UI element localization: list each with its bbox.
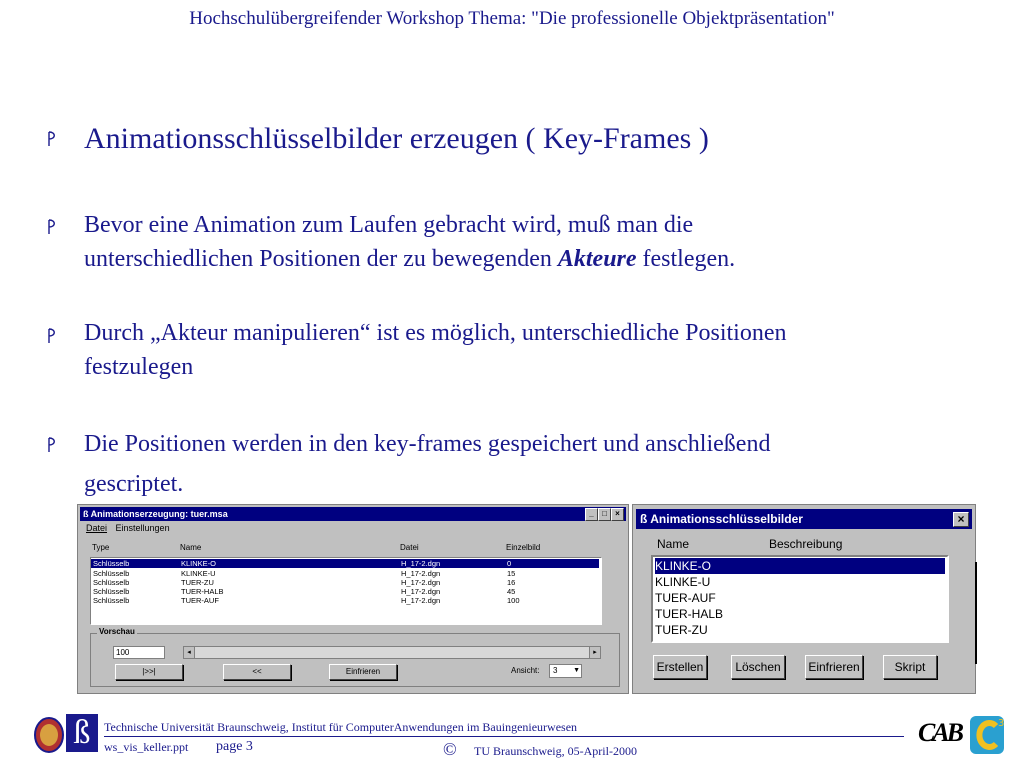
- bullet-1-line1: Bevor eine Animation zum Laufen gebracht wird, muß man die: [84, 212, 694, 238]
- col-file[interactable]: Datei: [400, 543, 419, 552]
- bullet-1-text: [84, 208, 735, 276]
- menu-file[interactable]: Datei: [86, 523, 108, 533]
- footer-institution: Technische Universität Braunschweig, Institut für ComputerAnwendungen im Bauingenieurwesen: [104, 720, 578, 734]
- preview-label: Vorschau: [99, 627, 135, 636]
- cell-type: Schlüsselb: [93, 578, 130, 587]
- svg-text:3: 3: [998, 718, 1005, 729]
- col-frame[interactable]: Einzelbild: [506, 543, 541, 552]
- animation-window: [77, 504, 629, 694]
- tu-logo-icon: ß: [66, 714, 98, 752]
- view-select[interactable]: [549, 664, 582, 678]
- bullet-icon: [46, 131, 58, 147]
- animation-window-titlebar: [80, 507, 626, 521]
- delete-button[interactable]: Löschen: [731, 655, 785, 679]
- bullet-1-emphasis: Akteure: [557, 246, 637, 272]
- app-logo-icon: ß: [640, 512, 648, 526]
- copyright-icon: ©: [443, 739, 457, 759]
- cell-type: Schlüsselb: [93, 596, 130, 605]
- forward-button[interactable]: |>>|: [115, 664, 183, 680]
- footer-date: TU Braunschweig, 05-April-2000: [474, 744, 637, 758]
- window-edge: [975, 562, 977, 664]
- list-item[interactable]: KLINKE-U: [655, 575, 711, 589]
- cell-type: Schlüsselb: [93, 569, 130, 578]
- freeze-button[interactable]: Einfrieren: [805, 655, 863, 679]
- frame-input[interactable]: 100: [113, 646, 165, 659]
- bullet-2-text: [84, 316, 786, 384]
- cell-type: Schlüsselb: [93, 587, 130, 596]
- cell-name: TUER-ZU: [181, 578, 214, 587]
- bullet-3-line1: Die Positionen werden in den key-frames gespeichert und anschließend: [84, 431, 771, 457]
- footer-divider: [104, 736, 904, 737]
- col-name: Name: [657, 537, 690, 551]
- bullet-3-line2: gescriptet.: [84, 471, 184, 497]
- bullet-2-line2: festzulegen: [84, 354, 194, 380]
- footer-filename: ws_vis_keller.ppt: [104, 740, 189, 754]
- menubar: [86, 523, 176, 533]
- bullet-2-line1: Durch „Akteur manipulieren“ ist es möglich, unterschiedliche Positionen: [84, 320, 787, 346]
- col-type[interactable]: Type: [92, 543, 110, 552]
- bullet-3-text: [84, 424, 770, 504]
- animation-window-title: Animationserzeugung: tuer.msa: [90, 509, 228, 519]
- scroll-left-icon[interactable]: ◂: [184, 647, 195, 658]
- cell-name: TUER-HALB: [181, 587, 224, 596]
- close-icon[interactable]: ×: [611, 508, 624, 521]
- col-name[interactable]: Name: [180, 543, 202, 552]
- bullet-1-line2: unterschiedlichen Positionen der zu bewegenden: [84, 246, 558, 272]
- table-row[interactable]: [91, 578, 599, 587]
- cell-type: Schlüsselb: [93, 559, 130, 568]
- bullet-icon: [46, 437, 58, 453]
- bullet-icon: [46, 219, 58, 235]
- c3-logo-icon: [968, 714, 1008, 762]
- keyframe-table[interactable]: [90, 557, 602, 625]
- cell-name: TUER-AUF: [181, 596, 219, 605]
- list-item[interactable]: KLINKE-O: [655, 558, 945, 574]
- table-row[interactable]: [91, 596, 599, 605]
- cell-frame: 15: [507, 569, 516, 578]
- minimize-icon[interactable]: _: [585, 508, 598, 521]
- table-row[interactable]: [91, 587, 599, 596]
- keyframes-window: [632, 504, 976, 694]
- preview-group: [90, 627, 620, 687]
- chevron-down-icon: ▼: [573, 667, 580, 674]
- cell-file: H_17-2.dgn: [401, 596, 441, 605]
- table-row[interactable]: [91, 559, 599, 568]
- cab-logo: CAB: [918, 718, 962, 747]
- cell-file: H_17-2.dgn: [401, 559, 441, 568]
- app-logo-icon: ß: [83, 509, 89, 519]
- header-title: Hochschulübergreifender Workshop Thema: "Die professionelle Objektpräsentation": [189, 8, 835, 29]
- scroll-right-icon[interactable]: ▸: [589, 647, 600, 658]
- create-button[interactable]: Erstellen: [653, 655, 707, 679]
- bullet-icon: [46, 328, 58, 344]
- keyframes-window-title: Animationsschlüsselbilder: [650, 512, 803, 526]
- keyframes-window-titlebar: [636, 509, 972, 529]
- table-row[interactable]: [91, 569, 599, 578]
- script-button[interactable]: Skript: [883, 655, 937, 679]
- list-item[interactable]: TUER-ZU: [655, 623, 708, 637]
- freeze-button[interactable]: Einfrieren: [329, 664, 397, 680]
- cell-name: KLINKE-U: [181, 569, 216, 578]
- cell-frame: 45: [507, 587, 516, 596]
- university-seal-icon: [34, 716, 64, 754]
- cell-frame: 16: [507, 578, 516, 587]
- cell-frame: 100: [507, 596, 520, 605]
- footer-page: page 3: [216, 739, 253, 754]
- bullet-1-end: festlegen.: [636, 246, 736, 272]
- menu-settings[interactable]: Einstellungen: [115, 523, 170, 533]
- list-item[interactable]: TUER-AUF: [655, 591, 716, 605]
- frame-scrollbar[interactable]: [183, 646, 601, 659]
- keyframe-list[interactable]: [651, 555, 949, 643]
- view-label: Ansicht:: [511, 666, 540, 675]
- cell-file: H_17-2.dgn: [401, 587, 441, 596]
- maximize-icon[interactable]: □: [598, 508, 611, 521]
- cell-name: KLINKE-O: [181, 559, 217, 568]
- slide-heading: Animationsschlüsselbilder erzeugen ( Key-Frames ): [84, 122, 709, 155]
- cell-frame: 0: [507, 559, 512, 568]
- back-button[interactable]: <<: [223, 664, 291, 680]
- list-item[interactable]: TUER-HALB: [655, 607, 724, 621]
- cell-file: H_17-2.dgn: [401, 569, 441, 578]
- view-select-value: 3: [553, 666, 558, 675]
- col-description: Beschreibung: [769, 537, 843, 551]
- cell-file: H_17-2.dgn: [401, 578, 441, 587]
- close-icon[interactable]: ×: [953, 512, 969, 527]
